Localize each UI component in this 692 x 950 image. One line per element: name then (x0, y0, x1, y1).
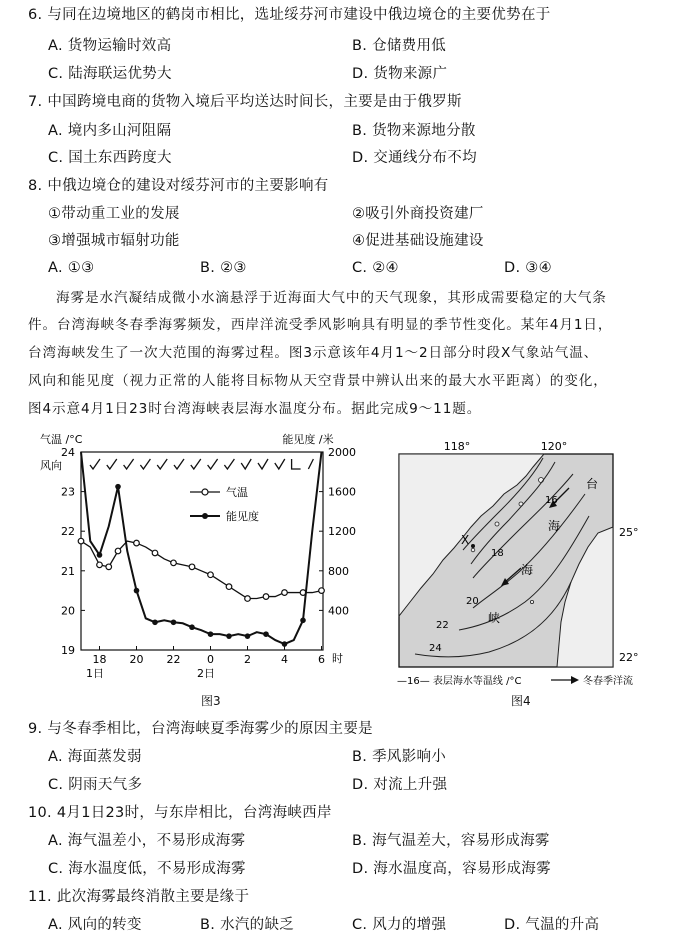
passage-line-2: 件。台湾海峡冬春季海雾频发，西岸洋流受季风影响具有明显的季节性变化。某年4月1日， (28, 317, 613, 333)
right-tick-label: 1200 (328, 525, 356, 539)
visibility-point (171, 619, 177, 625)
q8-option-c: C. ②④ (352, 260, 399, 276)
visibility-point (300, 618, 306, 624)
question-6-stem: 6. 与同在边境地区的鹤岗市相比，选址绥芬河市建设中俄边境仓的主要优势在于 (28, 7, 551, 23)
left-tick-label: 24 (61, 446, 75, 459)
passage-line-3: 台湾海峡发生了一次大范围的海雾过程。图3示意该年4月1～2日部分时段X气象站气温、 (28, 345, 599, 361)
wind-direction-mark (258, 459, 268, 469)
q8-statement-4: ④促进基础设施建设 (352, 233, 484, 249)
legend-temp-marker (202, 489, 208, 495)
right-tick-label: 400 (328, 604, 349, 618)
figure-4-map (393, 432, 669, 694)
isotherm-legend: —16— 表层海水等温线 /°C (397, 676, 522, 687)
label-hai-1: 海 (548, 519, 561, 533)
legend-vis-label: 能见度 (226, 510, 259, 523)
station-x-label: X (461, 533, 470, 547)
question-7-stem: 7. 中国跨境电商的货物入境后平均送达时间长，主要是由于俄罗斯 (28, 94, 462, 110)
visibility-point (263, 631, 269, 637)
temperature-point (171, 560, 177, 566)
wind-direction-mark (224, 459, 234, 469)
visibility-point (189, 624, 195, 630)
temperature-point (189, 564, 195, 570)
wind-direction-mark (292, 459, 301, 469)
isotherm-20-label: 20 (466, 596, 479, 607)
isotherm-16-label: 16 (545, 495, 558, 506)
legend-vis-marker (202, 513, 208, 519)
visibility-point (97, 552, 103, 558)
q11-option-b: B. 水汽的缺乏 (200, 917, 295, 933)
q8-statement-1: ①带动重工业的发展 (48, 206, 180, 222)
q9-option-d: D. 对流上升强 (352, 777, 448, 793)
figure-4-caption: 图4 (511, 694, 531, 708)
visibility-point (115, 484, 121, 490)
wind-direction-mark (157, 459, 167, 469)
x-tick-label: 20 (129, 653, 144, 666)
temperature-point (97, 562, 103, 568)
wind-direction-mark (107, 459, 117, 469)
island (539, 478, 544, 483)
figure-3-caption: 图3 (201, 694, 221, 708)
visibility-point (245, 633, 251, 639)
day-1-label: 1日 (86, 667, 104, 680)
x-tick-label: 4 (281, 653, 288, 666)
wind-direction-mark (90, 459, 100, 469)
passage-line-5: 图4示意4月1日23时台湾海峡表层海水温度分布。据此完成9～11题。 (28, 401, 482, 417)
q11-option-d: D. 气温的升高 (504, 917, 600, 933)
lon-120-label: 120° (540, 440, 568, 453)
right-axis-title: 能见度 /米 (282, 433, 334, 446)
x-tick-label: 22 (166, 653, 181, 666)
island (530, 600, 533, 603)
visibility-point (226, 633, 232, 639)
lon-118-label: 118° (443, 440, 471, 453)
q8-statement-2: ②吸引外商投资建厂 (352, 206, 484, 222)
x-axis-unit: 时 (332, 652, 343, 665)
lat-22-label: 22° (619, 651, 639, 664)
q10-option-a: A. 海气温差小，不易形成海雾 (48, 833, 246, 849)
temperature-point (208, 572, 214, 578)
temperature-point (319, 588, 325, 594)
temperature-point (245, 596, 251, 602)
wind-direction-mark (208, 459, 218, 469)
x-tick-label: 0 (207, 653, 214, 666)
wind-direction-mark (124, 459, 134, 469)
figure-3-chart (40, 432, 360, 694)
passage-line-1: 海雾是水汽凝结成微小水滴悬浮于近海面大气中的天气现象，其形成需要稳定的大气条 (56, 290, 607, 306)
wind-direction-mark (140, 459, 150, 469)
q9-option-b: B. 季风影响小 (352, 749, 447, 765)
wind-direction-mark (191, 459, 201, 469)
temperature-series (78, 538, 324, 601)
visibility-point (282, 641, 288, 647)
q8-statement-3: ③增强城市辐射功能 (48, 233, 180, 249)
temperature-point (115, 548, 121, 554)
q9-option-a: A. 海面蒸发弱 (48, 749, 142, 765)
q10-option-d: D. 海水温度高，容易形成海雾 (352, 861, 551, 877)
q6-option-b: B. 仓储费用低 (352, 38, 447, 54)
label-xia: 峡 (488, 611, 501, 625)
x-tick-label: 6 (318, 653, 325, 666)
left-tick-label: 19 (61, 644, 75, 657)
wind-direction-mark (174, 459, 184, 469)
question-9-stem: 9. 与冬春季相比，台湾海峡夏季海雾少的原因主要是 (28, 721, 373, 737)
q8-option-d: D. ③④ (504, 260, 552, 276)
label-hai-2: 海 (521, 563, 534, 577)
q11-option-a: A. 风向的转变 (48, 917, 142, 933)
q6-option-a: A. 货物运输时效高 (48, 38, 172, 54)
q7-option-b: B. 货物来源地分散 (352, 123, 476, 139)
q7-option-c: C. 国土东西跨度大 (48, 150, 172, 166)
visibility-point (152, 619, 158, 625)
passage-line-4: 风向和能见度（视力正常的人能将目标物从天空背景中辨认出来的最大水平距离）的变化， (28, 373, 608, 389)
right-tick-label: 2000 (328, 446, 356, 459)
current-legend-label: 冬春季洋流 (583, 676, 633, 687)
q7-option-a: A. 境内多山河阻隔 (48, 123, 172, 139)
q6-option-d: D. 货物来源广 (352, 66, 448, 82)
right-tick-label: 1600 (328, 485, 356, 499)
q6-option-c: C. 陆海联运优势大 (48, 66, 172, 82)
right-tick-label: 800 (328, 564, 349, 578)
wind-direction-mark (275, 459, 285, 469)
x-axis-ticks (93, 646, 326, 666)
left-axis-title: 气温 /°C (40, 433, 83, 446)
island (471, 548, 475, 552)
q11-option-c: C. 风力的增强 (352, 917, 447, 933)
day-2-label: 2日 (197, 667, 215, 680)
wind-direction-marks (90, 459, 313, 469)
temperature-point (226, 584, 232, 590)
current-legend-arrowhead (571, 676, 579, 684)
question-10-stem: 10. 4月1日23时，与东岸相比，台湾海峡西岸 (28, 805, 332, 821)
station-x-marker (471, 544, 475, 548)
x-tick-label: 2 (244, 653, 251, 666)
q7-option-d: D. 交通线分布不均 (352, 150, 477, 166)
temperature-point (282, 590, 288, 596)
left-tick-label: 20 (61, 604, 75, 618)
question-8-stem: 8. 中俄边境仓的建设对绥芬河市的主要影响有 (28, 178, 329, 194)
isotherm-24-label: 24 (429, 643, 442, 654)
question-11-stem: 11. 此次海雾最终消散主要是缘于 (28, 889, 250, 905)
isotherm-22-label: 22 (436, 620, 449, 631)
wind-direction-label: 风向 (40, 459, 62, 472)
lat-25-label: 25° (619, 526, 639, 539)
island (495, 522, 499, 526)
left-tick-label: 23 (61, 485, 75, 499)
temperature-point (134, 540, 140, 546)
x-tick-label: 18 (92, 653, 107, 666)
left-tick-label: 22 (61, 525, 75, 539)
q8-option-a: A. ①③ (48, 260, 95, 276)
temperature-point (152, 550, 158, 556)
wind-direction-mark (241, 459, 251, 469)
wind-direction-mark (308, 459, 313, 469)
label-tai: 台 (586, 477, 599, 491)
temperature-point (78, 538, 84, 544)
visibility-point (134, 588, 140, 594)
temperature-point (106, 564, 112, 570)
q9-option-c: C. 阴雨天气多 (48, 777, 143, 793)
isotherm-18-label: 18 (491, 548, 504, 559)
legend-temp-label: 气温 (226, 486, 248, 499)
q10-option-b: B. 海气温差大，容易形成海雾 (352, 833, 550, 849)
chart-legend (190, 485, 259, 523)
q10-option-c: C. 海水温度低，不易形成海雾 (48, 861, 246, 877)
left-tick-label: 21 (61, 564, 75, 578)
q8-option-b: B. ②③ (200, 260, 247, 276)
visibility-point (208, 631, 214, 637)
temperature-point (263, 594, 269, 600)
